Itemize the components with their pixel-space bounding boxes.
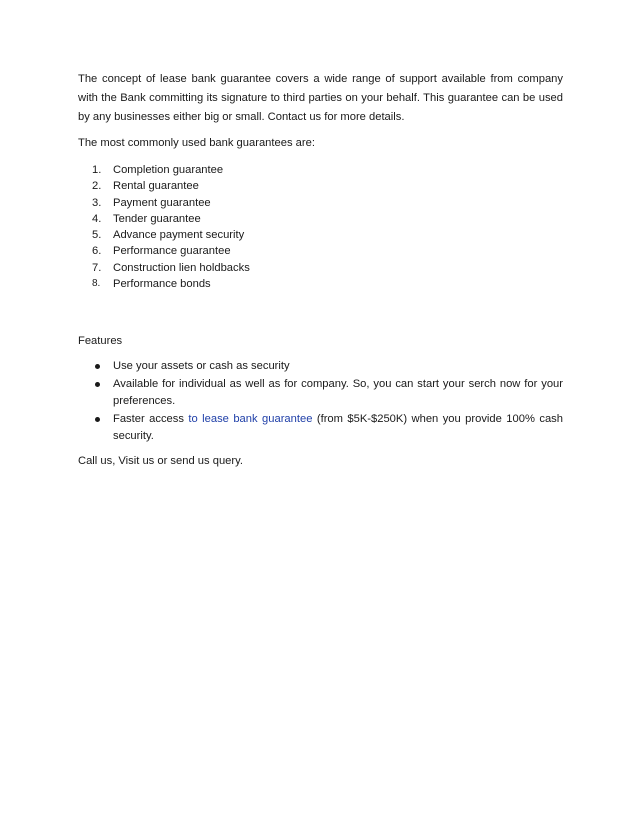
list-number: 4. [92, 212, 102, 225]
list-item [92, 211, 563, 227]
feature-item [92, 358, 563, 375]
list-number: 8. [92, 278, 101, 290]
list-item-label: Construction lien holdbacks [113, 261, 250, 274]
bullet-icon [92, 358, 113, 375]
list-item [92, 276, 563, 292]
closing-line: Call us, Visit us or send us query. [78, 455, 243, 468]
list-number: 5. [92, 229, 102, 242]
list-item-label: Completion guarantee [113, 164, 224, 176]
list-number: 2. [92, 180, 102, 193]
list-item [92, 227, 563, 243]
list-item [92, 162, 563, 178]
feature-text [113, 411, 563, 445]
feature-text: Use your assets or cash as security [113, 360, 290, 373]
list-number: 1. [92, 164, 102, 176]
features-list [78, 358, 563, 445]
feature-text-post: (from $5K-$250K) when you provide 100% cash security. [113, 413, 563, 443]
guarantee-list [78, 162, 563, 292]
list-item-label: Payment guarantee [113, 196, 211, 209]
lease-bank-guarantee-link[interactable]: to lease bank guarantee [188, 413, 313, 426]
list-item [92, 195, 563, 211]
feature-item [92, 411, 563, 445]
list-item-label: Tender guarantee [113, 212, 201, 225]
intro-paragraph: The concept of lease bank guarantee covers a wide range of support available from company with the Bank committing its signature to third parties on your behalf. This guarantee can be used by any businesses either big or small. Contact us for more details. [78, 73, 563, 123]
list-item-label: Performance bonds [113, 278, 211, 291]
list-lead: The most commonly used bank guarantees are: [78, 137, 315, 149]
features-heading: Features [78, 335, 123, 348]
bullet-icon [92, 376, 113, 410]
list-number: 6. [92, 245, 102, 258]
list-item-label: Rental guarantee [113, 180, 199, 193]
feature-text: Available for individual as well as for company. So, you can start your serch now for your preferences. [113, 378, 563, 408]
list-item-label: Advance payment security [113, 229, 245, 242]
feature-item [92, 376, 563, 410]
list-item [92, 243, 563, 259]
list-item [92, 178, 563, 194]
feature-text-pre: Faster access [113, 413, 189, 426]
bullet-icon [92, 411, 113, 445]
document-page [78, 70, 563, 471]
list-number: 7. [92, 261, 102, 274]
list-number: 3. [92, 196, 102, 209]
list-item [92, 260, 563, 276]
list-item-label: Performance guarantee [113, 245, 231, 258]
